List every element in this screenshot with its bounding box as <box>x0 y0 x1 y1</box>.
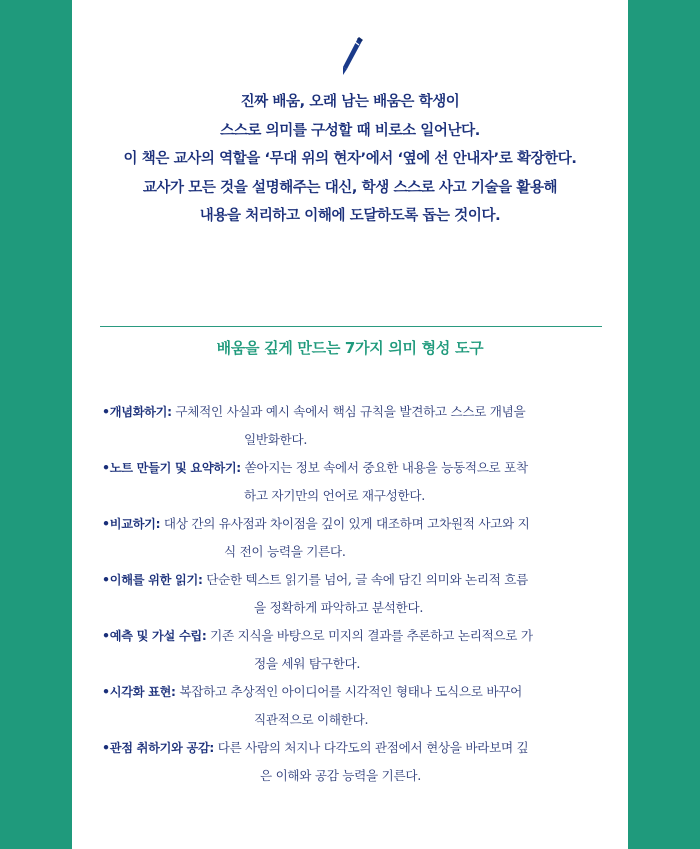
tool-desc: 복잡하고 추상적인 아이디어를 시각적인 형태나 도식으로 바꾸어 <box>175 684 522 699</box>
tool-term: 개념화하기: <box>109 405 172 419</box>
section-divider <box>100 326 602 327</box>
intro-line: 내용을 처리하고 이해에 도달하도록 돕는 것이다. <box>199 208 501 224</box>
bullet-icon: • <box>102 572 110 587</box>
bullet-icon: • <box>102 684 110 699</box>
tool-desc-cont: 식 전이 능력을 기른다. <box>224 544 346 559</box>
tool-term: 노트 만들기 및 요약하기: <box>109 461 241 475</box>
tool-term: 관점 취하기와 공감: <box>109 741 214 755</box>
section-title: 배움을 깊게 만드는 7가지 의미 형성 도구 <box>216 339 484 357</box>
list-item <box>102 454 610 510</box>
intro-line: 진짜 배움, 오래 남는 배움은 학생이 <box>240 94 460 110</box>
list-item <box>102 398 610 454</box>
page-panel <box>72 0 628 849</box>
tool-desc-cont: 하고 자기만의 언어로 재구성한다. <box>244 488 425 503</box>
tool-desc-cont: 은 이해와 공감 능력을 기른다. <box>260 768 421 783</box>
list-item <box>102 622 610 678</box>
list-item <box>102 566 610 622</box>
bullet-icon: • <box>102 628 110 643</box>
bullet-icon: • <box>102 404 110 419</box>
tool-term: 이해를 위한 읽기: <box>109 573 203 587</box>
intro-line: 이 책은 교사의 역할을 ‘무대 위의 현자’에서 ‘옆에 선 안내자’로 확장한다. <box>123 151 577 167</box>
bullet-icon: • <box>102 740 110 755</box>
tool-desc: 대상 간의 유사점과 차이점을 깊이 있게 대조하며 고차원적 사고와 지 <box>160 516 530 531</box>
tool-list <box>102 398 610 790</box>
list-item <box>102 734 610 790</box>
tool-desc: 구체적인 사실과 예시 속에서 핵심 규칙을 발견하고 스스로 개념을 <box>171 404 526 419</box>
pen-icon <box>338 36 364 78</box>
tool-desc-cont: 일반화한다. <box>244 432 308 447</box>
tool-desc: 단순한 텍스트 읽기를 넘어, 글 속에 담긴 의미와 논리적 흐름 <box>202 572 529 587</box>
list-item <box>102 678 610 734</box>
tool-desc-cont: 정을 세워 탐구한다. <box>254 656 361 671</box>
tool-desc: 쏟아지는 정보 속에서 중요한 내용을 능동적으로 포착 <box>240 460 528 475</box>
bullet-icon: • <box>102 460 110 475</box>
tool-desc: 다른 사람의 처지나 다각도의 관점에서 현상을 바라보며 깊 <box>214 740 529 755</box>
tool-term: 예측 및 가설 수립: <box>109 629 207 643</box>
intro-line: 스스로 의미를 구성할 때 비로소 일어난다. <box>220 122 480 139</box>
bullet-icon: • <box>102 516 110 531</box>
tool-desc: 기존 지식을 바탕으로 미지의 결과를 추론하고 논리적으로 가 <box>206 628 533 643</box>
tool-term: 시각화 표현: <box>109 685 176 699</box>
tool-desc-cont: 을 정확하게 파악하고 분석한다. <box>254 600 424 615</box>
intro-text <box>72 88 628 231</box>
intro-line: 교사가 모든 것을 설명해주는 대신, 학생 스스로 사고 기술을 활용해 <box>142 179 558 196</box>
tool-desc-cont: 직관적으로 이해한다. <box>254 712 369 727</box>
tool-term: 비교하기: <box>109 517 161 531</box>
list-item <box>102 510 610 566</box>
